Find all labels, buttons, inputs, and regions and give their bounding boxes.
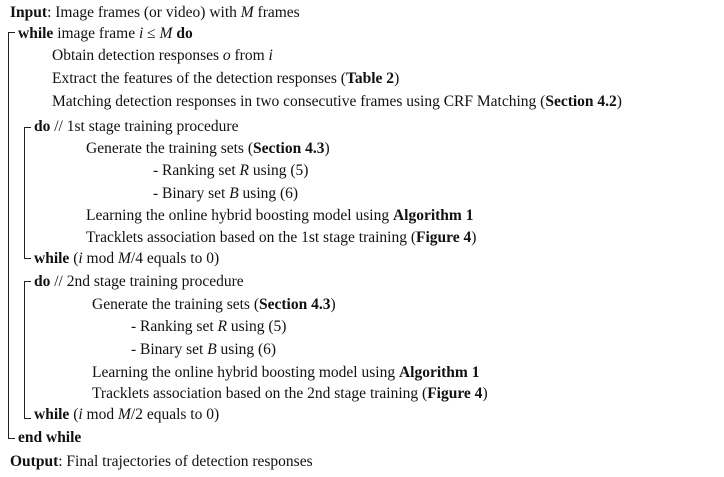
ref-section-4-2: Section 4.2	[545, 93, 617, 110]
step-matching-line: Matching detection responses in two consecutive frames using CRF Matching (Section 4.2)	[52, 93, 622, 110]
stage1-binary-line: - Binary set B using (6)	[153, 185, 299, 202]
while-outer-line: while image frame i ≤ M do	[18, 25, 193, 42]
stage1-ranking-line: - Ranking set R using (5)	[153, 162, 309, 179]
step-detect-line: Obtain detection responses o from i	[52, 47, 273, 64]
stage2-ranking-line: - Ranking set R using (5)	[131, 318, 287, 335]
ref-figure-4: Figure 4	[416, 229, 472, 246]
stage2-assoc-line: Tracklets association based on the 2nd stage training (Figure 4)	[92, 385, 488, 402]
ref-section-4-3: Section 4.3	[259, 296, 331, 313]
stage1-bracket	[24, 127, 31, 259]
ref-algorithm-1: Algorithm 1	[392, 207, 474, 224]
input-label: Input	[10, 4, 48, 21]
input-line: Input: Image frames (or video) with M frames	[10, 4, 300, 21]
stage2-bracket	[24, 281, 31, 419]
ref-algorithm-1: Algorithm 1	[398, 364, 480, 381]
stage2-while-line: while (i mod M/2 equals to 0)	[34, 406, 220, 423]
output-label: Output	[10, 453, 59, 470]
stage1-while-line: while (i mod M/4 equals to 0)	[34, 250, 220, 267]
stage2-do-line: do // 2nd stage training procedure	[34, 273, 244, 290]
step-features-line: Extract the features of the detection responses (Table 2)	[52, 70, 400, 87]
stage2-binary-line: - Binary set B using (6)	[131, 341, 277, 358]
stage1-assoc-line: Tracklets association based on the 1st stage training (Figure 4)	[86, 229, 477, 246]
ref-table-2: Table 2	[345, 70, 395, 87]
ref-section-4-3: Section 4.3	[253, 140, 325, 157]
output-line: Output: Final trajectories of detection responses	[10, 453, 313, 470]
stage2-generate-line: Generate the training sets (Section 4.3)	[92, 296, 336, 313]
stage1-do-line: do // 1st stage training procedure	[34, 118, 239, 135]
stage2-learn-line: Learning the online hybrid boosting model using Algorithm 1	[92, 364, 480, 381]
stage1-generate-line: Generate the training sets (Section 4.3)	[86, 140, 330, 157]
outer-while-bracket	[8, 32, 15, 439]
ref-figure-4: Figure 4	[427, 385, 483, 402]
stage1-learn-line: Learning the online hybrid boosting model using Algorithm 1	[86, 207, 474, 224]
end-while-line: end while	[18, 429, 82, 446]
